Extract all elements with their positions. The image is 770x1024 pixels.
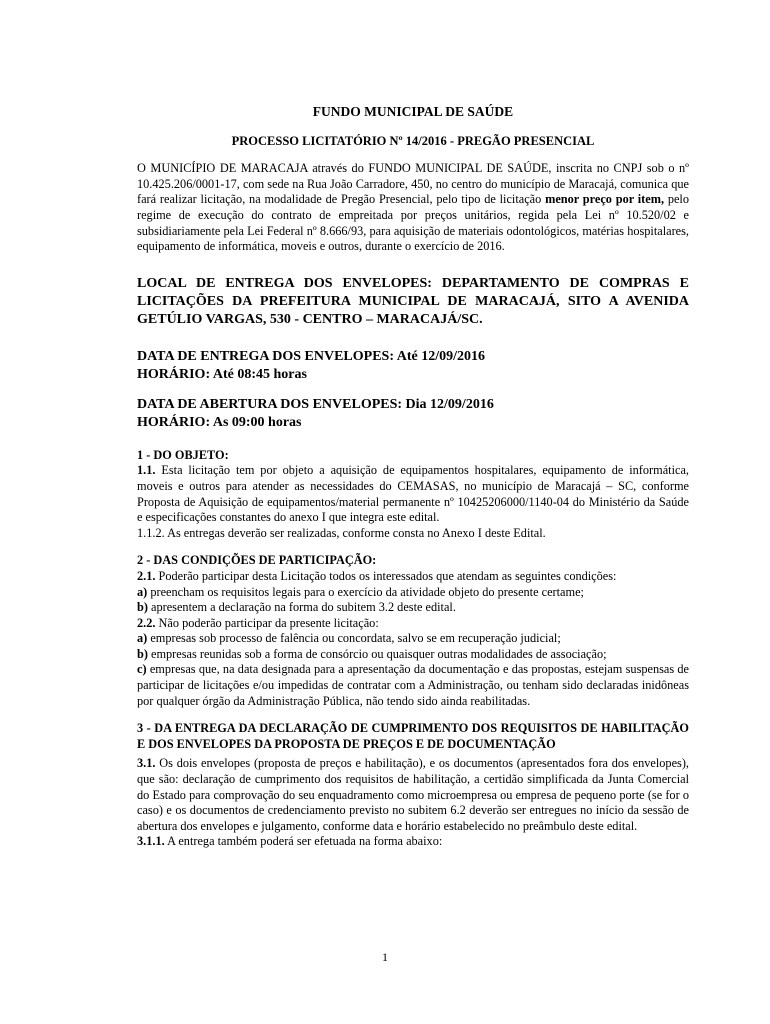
section-2-2-text: Não poderão participar da presente licitação:	[158, 615, 379, 630]
section-2-heading: 2 - DAS CONDIÇÕES DE PARTICIPAÇÃO:	[137, 553, 377, 568]
item-letter: a)	[137, 584, 148, 599]
section-3-1-1	[137, 834, 689, 850]
section-2-1-a	[137, 585, 689, 601]
section-3-1-1-text: A entrega também poderá ser efetuada na forma abaixo:	[167, 834, 443, 849]
section-2-2	[137, 616, 689, 632]
item-text: apresentem a declaração na forma do subitem 3.2 deste edital.	[151, 600, 456, 615]
section-2-2-c	[137, 662, 689, 709]
section-1-heading: 1 - DO OBJETO:	[137, 447, 229, 462]
intro-text-1: O MUNICÍPIO DE MARACAJA através do FUNDO MUNICIPAL DE SAÚDE, inscrita no CNPJ sob o nº 10.425.206/0001-17, com sede na Rua João Carradore, 450, no centro do município de Maracajá, comunica que fará realizar licitação, na modalidade de Pregão Presencial, pelo tipo de licitação	[137, 161, 689, 207]
data-abertura: DATA DE ABERTURA DOS ENVELOPES: Dia 12/09/2016	[137, 396, 494, 412]
item-letter: b)	[137, 646, 148, 661]
intro-bold: menor preço por item,	[545, 192, 665, 207]
local-entrega: LOCAL DE ENTREGA DOS ENVELOPES: DEPARTAMENTO DE COMPRAS E LICITAÇÕES DA PREFEITURA MUNICIPAL DE MARACAJÁ, SITO A AVENIDA GETÚLIO VARGAS, 530 - CENTRO – MARACAJÁ/SC.	[137, 275, 689, 327]
item-text: empresas reunidas sob a forma de consórcio ou quaisquer outras modalidades de associação;	[151, 646, 607, 661]
item-text: empresas que, na data designada para a apresentação da documentação e das propostas, estejam suspensas de participar de licitações e/ou impedidas de contratar com a Administração, ou tenham sido declaradas inidôneas por qualquer órgão da Administração Pública, não tendo sido ainda reabilitadas.	[137, 662, 690, 708]
section-1-text: Esta licitação tem por objeto a aquisição de equipamentos hospitalares, equipamento de informática, moveis e outros para atender as necessidades do CEMASAS, no município de Maracajá – SC, conforme Proposta de Aquisição de equipamentos/material permanente nº 10425206000/1140-04 do Ministério da Saúde e especificações constantes do anexo I que integra este edital.	[137, 463, 689, 525]
page-number: 1	[382, 950, 388, 964]
data-entrega: DATA DE ENTREGA DOS ENVELOPES: Até 12/09/2016	[137, 348, 485, 364]
section-2-2-b	[137, 647, 689, 663]
item-letter: b)	[137, 600, 148, 615]
section-3-1	[137, 756, 689, 834]
document-page	[137, 104, 689, 850]
section-1-num: 1.1.	[137, 463, 156, 478]
intro-paragraph	[137, 161, 689, 255]
section-3-heading: 3 - DA ENTREGA DA DECLARAÇÃO DE CUMPRIMENTO DOS REQUISITOS DE HABILITAÇÃO E DOS ENVELOPES DA PROPOSTA DE PREÇOS E DE DOCUMENTAÇÃO	[137, 721, 689, 751]
item-text: preencham os requisitos legais para o exercício da atividade objeto do presente certame;	[150, 584, 584, 599]
section-2-2-a	[137, 631, 689, 647]
section-3-1-num: 3.1.	[137, 756, 156, 771]
section-3-1-text: Os dois envelopes (proposta de preços e habilitação), e os documentos (apresentados fora dos envelopes), que são: declaração de cumprimento dos requisitos de habilitação, a certidão simplificada da Junta Comercial do Estado para comprovação do seu enquadramento como microempresa ou empresa de pequeno porte (se for o caso) e os documentos de credenciamento previsto no subitem 6.2 deverão ser entregues no início da sessão de abertura dos envelopes e julgamento, conforme data e horário estabelecido no preâmbulo deste edital.	[137, 756, 689, 833]
section-2-1	[137, 569, 689, 585]
item-letter: c)	[137, 662, 147, 677]
item-letter: a)	[137, 631, 148, 646]
section-2-1-b	[137, 600, 689, 616]
section-2-2-num: 2.2.	[137, 615, 156, 630]
horario-abertura: HORÁRIO: As 09:00 horas	[137, 414, 302, 430]
section-1-paragraph-2: 1.1.2. As entregas deverão ser realizadas, conforme consta no Anexo I deste Edital.	[137, 525, 546, 540]
horario-entrega: HORÁRIO: Até 08:45 horas	[137, 366, 307, 382]
section-2-1-num: 2.1.	[137, 568, 156, 583]
section-3-1-1-num: 3.1.1.	[137, 834, 165, 849]
section-2-1-text: Poderão participar desta Licitação todos os interessados que atendam as seguintes condições:	[158, 568, 617, 583]
document-subtitle: PROCESSO LICITATÓRIO Nº 14/2016 - PREGÃO PRESENCIAL	[231, 133, 595, 148]
document-title: FUNDO MUNICIPAL DE SAÚDE	[312, 104, 514, 119]
item-text: empresas sob processo de falência ou concordata, salvo se em recuperação judicial;	[150, 631, 561, 646]
intro-text-2: pelo regime de execução do contrato de empreitada por preços unitários, regida pela Lei nº 10.520/02 e subsidiariamente pela Lei Federal nº 8.666/93, para aquisição de materiais odontológicos, matérias hospitalares, equipamento de informática, moveis e outros, durante o exercício de 2016.	[137, 192, 689, 254]
section-1-paragraph-1	[137, 463, 689, 525]
